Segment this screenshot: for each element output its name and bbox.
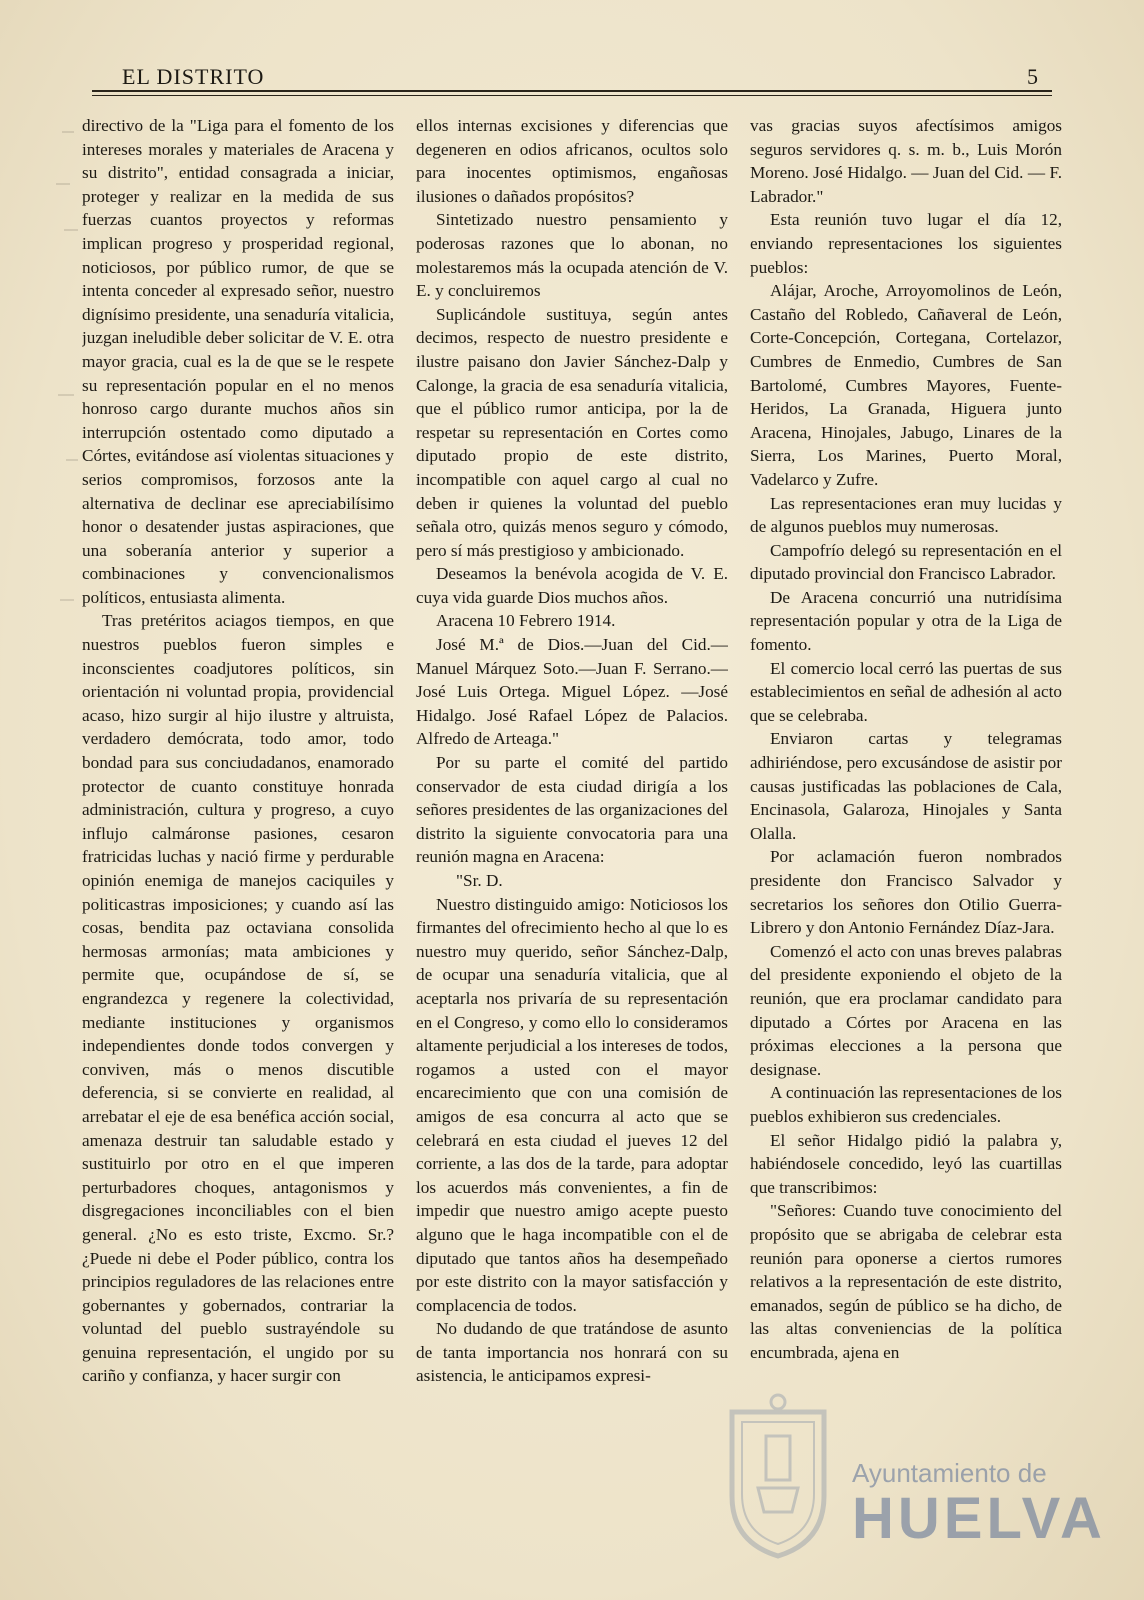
column-3-paragraph-2: Esta reunión tuvo lugar el día 12, enviando representaciones los siguientes pueblos: [750,210,1062,277]
column-3-paragraph-13: "Señores: Cuando tuve conocimiento del propósito que se abrigaba de celebrar esta reunión para oponerse a ciertos rumores relativos a la representación de este distrito, emanados, según de público se ha dicho, de las altas conveniencias de la política encumbrada, ajena en [750,1201,1062,1362]
column-3-paragraph-7: El comercio local cerró las puertas de sus establecimientos en señal de adhesión al acto que se celebraba. [750,658,1062,725]
margin-bleed-marks [52,130,80,1430]
column-2-paragraph-7: Por su parte el comité del partido conservador de esta ciudad dirigía a los señores presidentes de las organizaciones del distrito la siguiente convocatoria para una reunión magna en Aracena: [416,753,728,867]
page-header [92,62,1052,92]
column-3-paragraph-12: El señor Hidalgo pidió la palabra y, habiéndosele concedido, leyó las cuartillas que transcribimos: [750,1130,1062,1197]
column-2-paragraph-10: No dudando de que tratándose de asunto de tanta importancia nos honrará con su asistencia, le anticipamos expresi- [416,1319,728,1386]
archive-watermark [852,1458,1106,1552]
column-2-paragraph-3: Suplicándole sustituya, según antes decimos, respecto de nuestro presidente e ilustre paisano don Javier Sánchez-Dalp y Calonge, la gracia de esa senaduría vitalicia, que el público rumor anticipa, por la de respetar su representación en Cortes como diputado propio de este distrito, incompatible con aquel cargo al cual no deben ir quienes la voluntad del pueblo señala otro, quizás menos seguro y cómodo, pero sí más prestigioso y ambicionado. [416,304,728,560]
column-3-paragraph-5: Campofrío delegó su representación en el diputado provincial don Francisco Labrador. [750,540,1062,584]
page-number: 5 [1027,64,1038,89]
column-2-paragraph-2: Sintetizado nuestro pensamiento y poderosas razones que lo abonan, no molestaremos más la ocupada atención de V. E. y concluiremos [416,210,728,301]
column-2-signatures: José M.ª de Dios.—Juan del Cid.—Manuel Márquez Soto.—Juan F. Serrano.—José Luis Ortega. Miguel López. —José Hidalgo. José Rafael López de Palacios. Alfredo de Arteaga." [416,635,728,749]
column-3-paragraph-1: vas gracias suyos afectísimos amigos seguros servidores q. s. m. b., Luis Morón Moreno. José Hidalgo. — Juan del Cid. — F. Labrador." [750,116,1062,206]
masthead-title: EL DISTRITO [122,64,265,89]
column-3-paragraph-9: Por aclamación fueron nombrados presidente don Francisco Salvador y secretarios los señores don Otilio Guerra-Librero y don Antonio Fernández Díaz-Jara. [750,847,1062,938]
column-3-paragraph-8: Enviaron cartas y telegramas adhiriéndose, pero excusándose de asistir por causas justificadas las poblaciones de Cala, Encinasola, Galaroza, Hinojales y Santa Olalla. [750,729,1062,843]
column-2-paragraph-1: ellos internas excisiones y diferencias que degeneren en odios africanos, ocultos solo para inocentes optimismos, engañosas ilusiones o dañados propósitos? [416,116,728,206]
header-rule-top [92,90,1052,92]
column-3-paragraph-11: A continuación las representaciones de los pueblos exhibieron sus credenciales. [750,1083,1062,1126]
column-2 [416,114,728,1504]
column-3-paragraph-6: De Aracena concurrió una nutridísima representación popular y otra de la Liga de fomento. [750,587,1062,655]
column-3 [750,114,1062,1504]
watermark-line-1: Ayuntamiento de [852,1458,1047,1488]
column-3-paragraph-10: Comenzó el acto con unas breves palabras del presidente exponiendo el objeto de la reunión, que era proclamar candidato para diputado a Córtes por Aracena en las próximas elecciones a la persona que designase. [750,941,1062,1079]
column-3-paragraph-4: Las representaciones eran muy lucidas y de algunos pueblos muy numerosas. [750,493,1062,537]
city-seal-icon [718,1392,838,1560]
watermark-line-2: HUELVA [852,1486,1106,1551]
column-2-salutation: "Sr. D. [456,871,503,890]
column-1-paragraph-2: Tras pretéritos aciagos tiempos, en que nuestros pueblos fueron simples e inconscientes coadjutores políticos, sin orientación ni voluntad propia, providencial acaso, hizo surgir al hijo ilustre y altruista, verdadero demócrata, todo amor, todo bondad para sus conciudadanos, enamorado protector de cuanto constituye honrada administración, cultura y progreso, a cuyo influjo calmáronse pasiones, cesaron fratricidas luchas y nació firme y perdurable opinión enemiga de manejos caciquiles y politicastras imposiciones; y cuando así las cosas, bendita paz octaviana consolida hermosas armonías; mata ambiciones y permite que, ocupándose de sí, se engrandezca y regenere la colectividad, mediante instituciones y organismos independientes donde todos convergen y conviven, más o menos discutible deferencia, si se convierte en realidad, al arrebatar el eje de esa benéfica acción social, amenaza destruir tan saludable estado y sustituirlo por otro en el que imperen perturbadores choques, antagonismos y disgregaciones inconciliables con el bien general. ¿No es esto triste, Excmo. Sr.? ¿Puede ni debe el Poder público, contra los principios reguladores de las relaciones entre gobernantes y gobernados, contrariar la voluntad del pueblo sustrayéndole su genuina representación, el ungido por su cariño y confianza, y hacer surgir con [82,611,394,1386]
column-2-paragraph-9: Nuestro distinguido amigo: Noticiosos los firmantes del ofrecimiento hecho al que lo es nuestro muy querido, señor Sánchez-Dalp, de ocupar una senaduría vitalicia, que al aceptarla nos privaría de su representación en el Congreso, y como ello lo consideramos altamente perjudicial a los intereses de todos, rogamos a usted con el mayor encarecimiento que con una comisión de amigos de esa concurra al acto que se celebrará en esta ciudad el jueves 12 del corriente, a las dos de la tarde, para adoptar los acuerdos más convenientes, a fin de impedir que nuestro amigo acepte puesto alguno que le haga incompatible con el de diputado que tantos años ha desempeñado por este distrito con la mayor satisfacción y complacencia de todos. [416,894,728,1315]
column-3-town-list: Alájar, Aroche, Arroyomolinos de León, Castaño del Robledo, Cañaveral de León, Corte-Concepción, Cortegana, Cortelazor, Cumbres de Enmedio, Cumbres de San Bartolomé, Cumbres Mayores, Fuente-Heridos, La Granada, Higuera junto Aracena, Hinojales, Jabugo, Linares de la Sierra, Los Marines, Puerto Moral, Vadelarco y Zufre. [750,281,1062,489]
header-rule-bottom [92,95,1052,96]
column-2-dateline: Aracena 10 Febrero 1914. [436,611,616,631]
column-1-paragraph-1: directivo de la "Liga para el fomento de los intereses morales y materiales de Aracena y su distrito", entidad consagrada a iniciar, proteger y realizar en la medida de sus fuerzas cuantos proyectos y reformas implican progreso y prosperidad regional, noticiosos, por público rumor, de que se intenta conceder al expresado señor, nuestro dignísimo presidente, una senaduría vitalicia, juzgan ineludible deber solicitar de V. E. otra mayor gracia, cual es la de que se le respete su representación popular en el no menos honroso cargo durante muchos años sin interrupción ostentado como diputado a Córtes, evitándose así violentas situaciones y serios compromisos, forzosos ante la alternativa de declinar ese apreciabilísimo honor o desatender justas aspiraciones, que una soberanía anterior y superior a combinaciones y convencionalismos políticos, entusiasta alimenta. [82,116,394,607]
column-2-paragraph-4: Deseamos la benévola acogida de V. E. cuya vida guarde Dios muchos años. [416,564,728,607]
column-1 [82,114,394,1504]
